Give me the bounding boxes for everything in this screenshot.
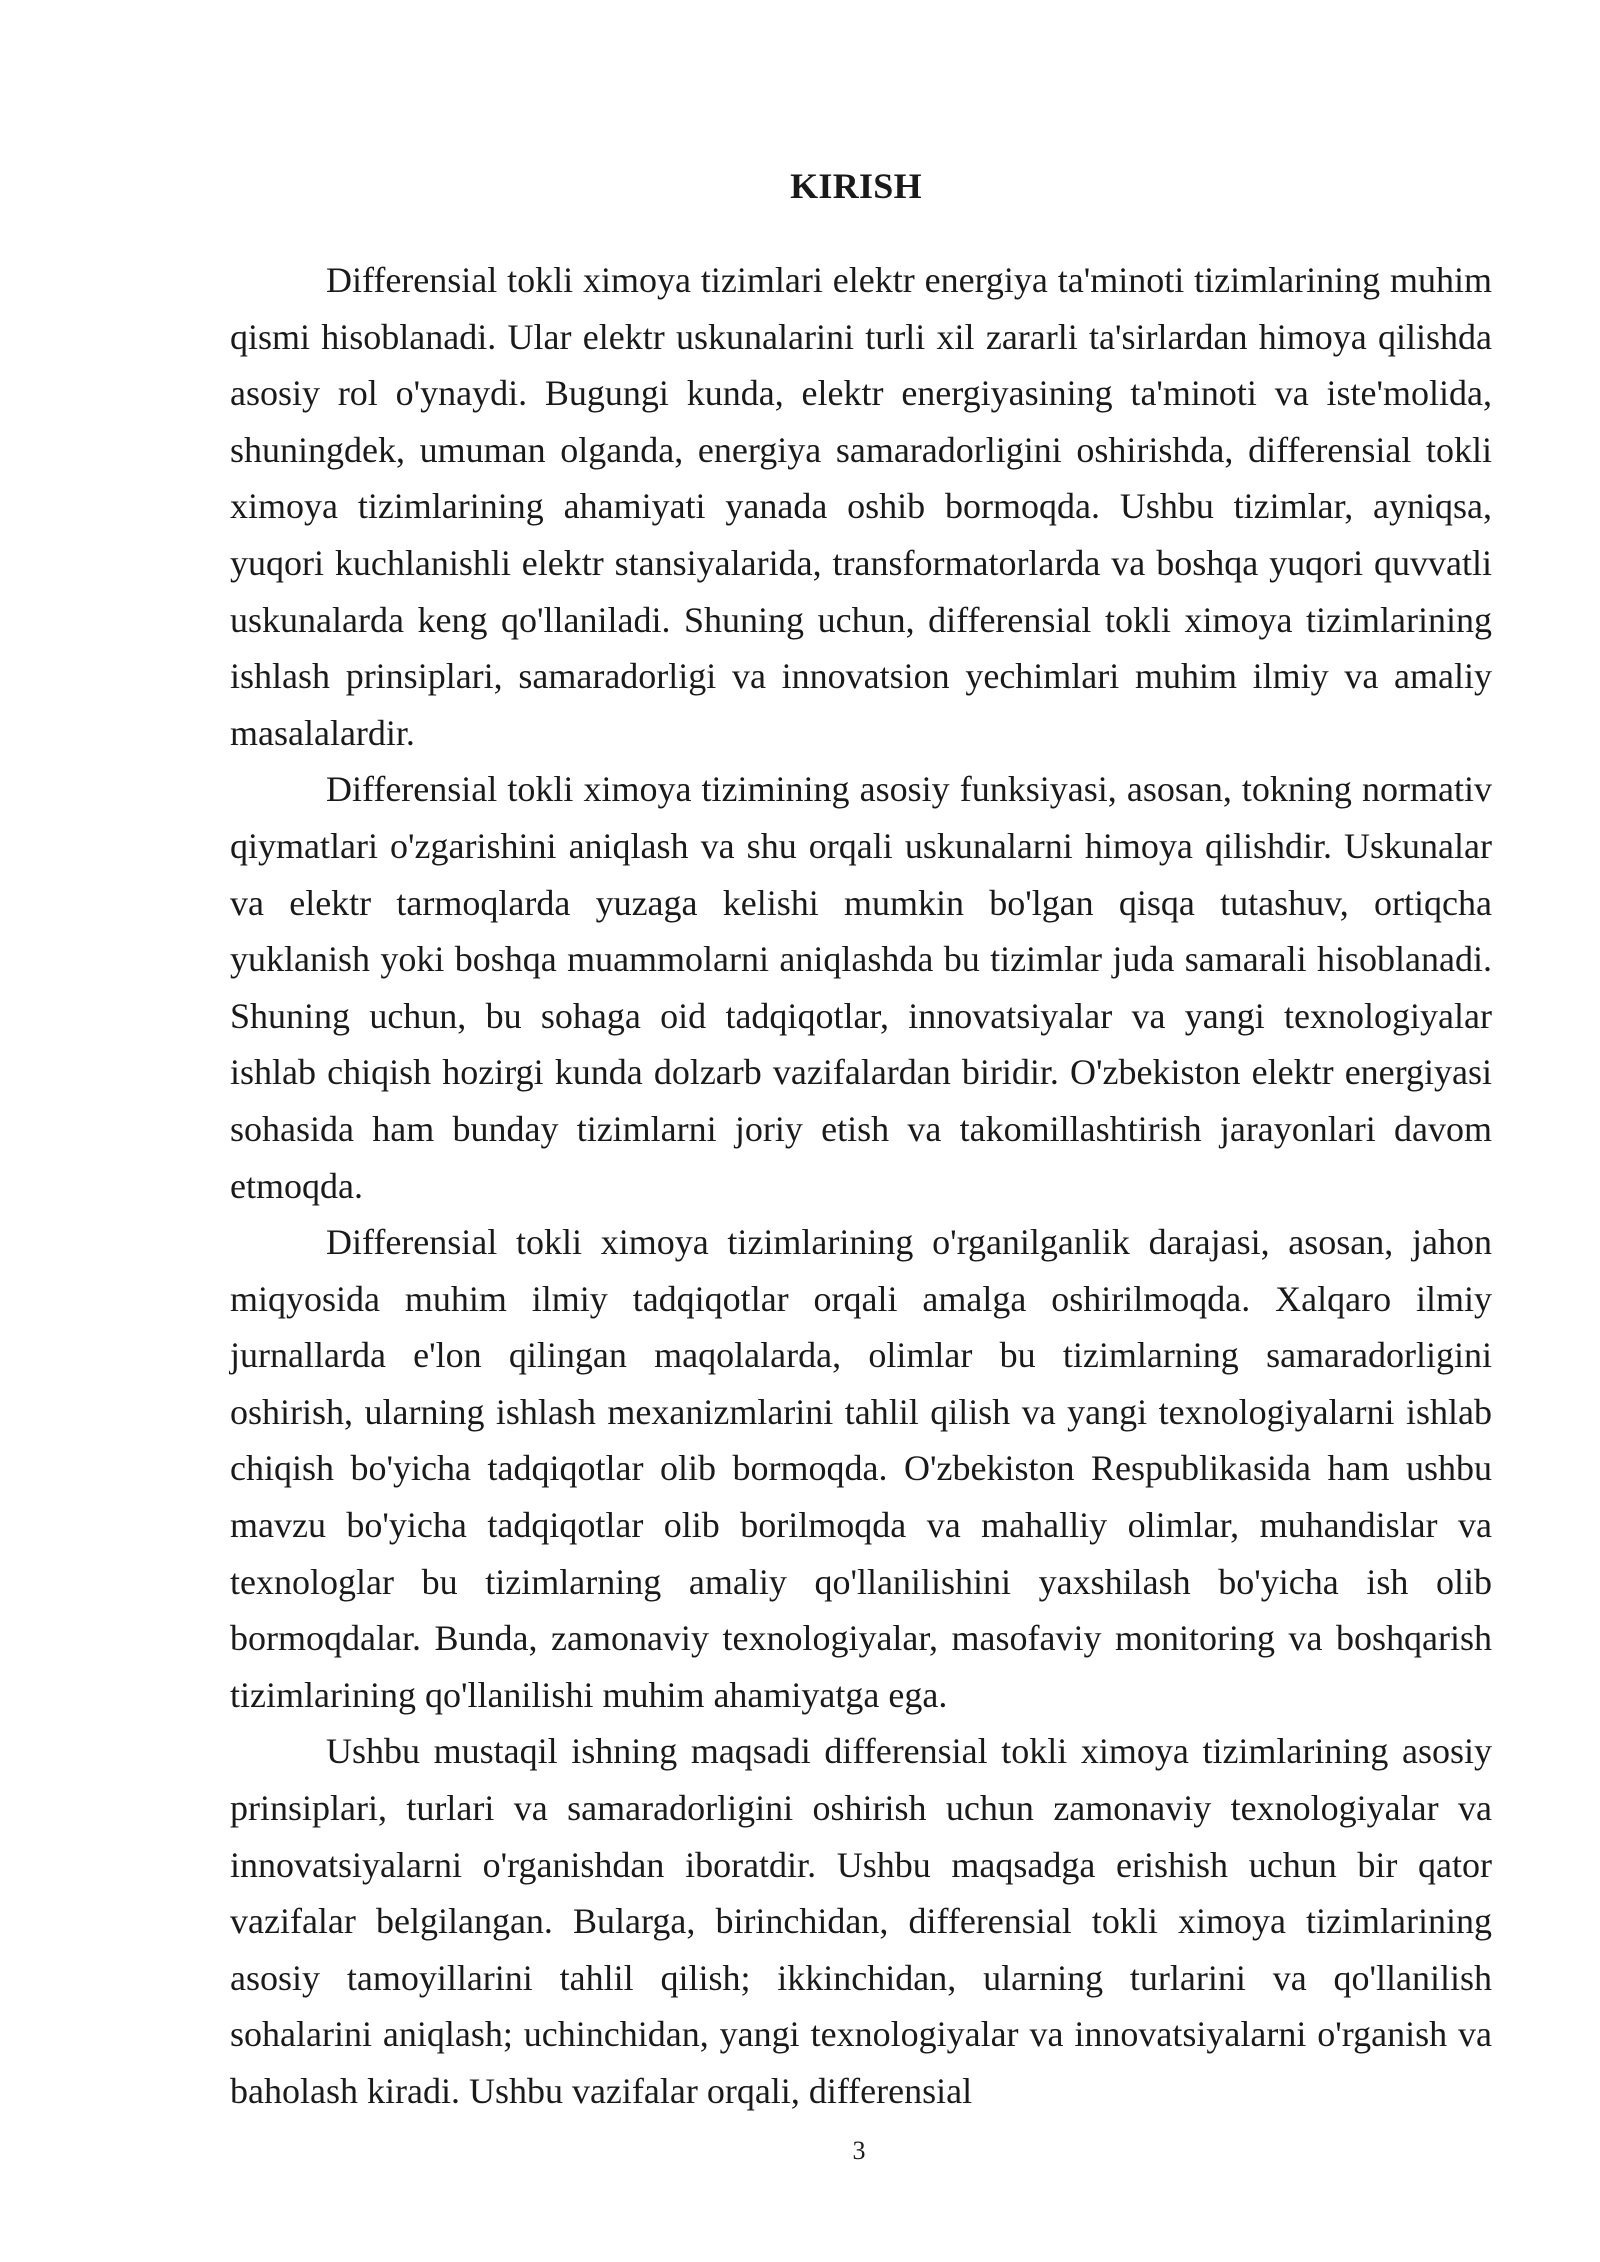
paragraph-2: Differensial tokli ximoya tizimining asosiy funksiyasi, asosan, tokning normativ qiymatlari o'zgarishini aniqlash va shu orqali uskunalarni himoya qilishdir. Uskunalar va elektr tarmoqlarda yuzaga kelishi mumkin bo'lgan qisqa tutashuv, ortiqcha yuklanish yoki boshqa muammolarni aniqlashda bu tizimlar juda samarali hisoblanadi. Shuning uchun, bu sohaga oid tadqiqotlar, innovatsiyalar va yangi texnologiyalar ishlab chiqish hozirgi kunda dolzarb vazifalardan biridir. O'zbekiston elektr energiyasi sohasida ham bunday tizimlarni joriy etish va takomillashtirish jarayonlari davom etmoqda. <box>230 769 1492 1206</box>
page-number: 3 <box>852 2136 866 2165</box>
section-heading: KIRISH <box>790 166 922 206</box>
paragraph-1: Differensial tokli ximoya tizimlari elektr energiya ta'minoti tizimlarining muhim qismi hisoblanadi. Ular elektr uskunalarini turli xil zararli ta'sirlardan himoya qilishda asosiy rol o'ynaydi. Bugungi kunda, elektr energiyasining ta'minoti va iste'molida, shuningdek, umuman olganda, energiya samaradorligini oshirishda, differensial tokli ximoya tizimlarining ahamiyati yanada oshib bormoqda. Ushbu tizimlar, ayniqsa, yuqori kuchlanishli elektr stansiyalarida, transformatorlarda va boshqa yuqori quvvatli uskunalarda keng qo'llaniladi. Shuning uchun, differensial tokli ximoya tizimlarining ishlash prinsiplari, samaradorligi va innovatsion yechimlari muhim ilmiy va amaliy masalalardir. <box>230 260 1492 753</box>
paragraph-4: Ushbu mustaqil ishning maqsadi differensial tokli ximoya tizimlarining asosiy prinsiplari, turlari va samaradorligini oshirish uchun zamonaviy texnologiyalar va innovatsiyalarni o'rganishdan iboratdir. Ushbu maqsadga erishish uchun bir qator vazifalar belgilangan. Bularga, birinchidan, differensial tokli ximoya tizimlarining asosiy tamoyillarini tahlil qilish; ikkinchidan, ularning turlarini va qo'llanilish sohalarini aniqlash; uchinchidan, yangi texnologiyalar va innovatsiyalarni o'rganish va baholash kiradi. Ushbu vazifalar orqali, differensial <box>230 1731 1492 2111</box>
body-text <box>230 252 1492 2120</box>
paragraph-3: Differensial tokli ximoya tizimlarining o'rganilganlik darajasi, asosan, jahon miqyosida muhim ilmiy tadqiqotlar orqali amalga oshirilmoqda. Xalqaro ilmiy jurnallarda e'lon qilingan maqolalarda, olimlar bu tizimlarning samaradorligini oshirish, ularning ishlash mexanizmlarini tahlil qilish va yangi texnologiyalarni ishlab chiqish bo'yicha tadqiqotlar olib bormoqda. O'zbekiston Respublikasida ham ushbu mavzu bo'yicha tadqiqotlar olib borilmoqda va mahalliy olimlar, muhandislar va texnologlar bu tizimlarning amaliy qo'llanilishini yaxshilash bo'yicha ish olib bormoqdalar. Bunda, zamonaviy texnologiyalar, masofaviy monitoring va boshqarish tizimlarining qo'llanilishi muhim ahamiyatga ega. <box>230 1222 1492 1715</box>
